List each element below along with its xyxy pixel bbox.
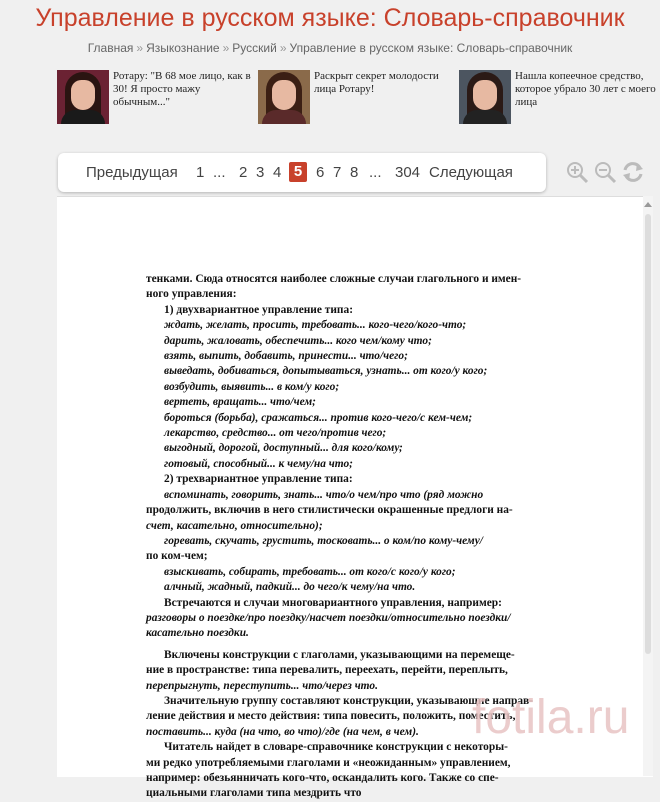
doc-line: взять, выпить, добавить, принести... что/чего; <box>164 350 408 363</box>
doc-line: вспоминать, говорить, знать... что/о чем/про что (ряд можно <box>164 488 484 501</box>
doc-line: Включены конструкции с глаголами, указывающими на перемеще- <box>164 648 515 661</box>
rotate-icon[interactable] <box>621 160 645 184</box>
doc-line: ждать, желать, просить, требовать... кого-чего/кого-что; <box>164 319 467 332</box>
doc-line: дарить, жаловать, обеспечить... кого чем/кому что; <box>164 334 432 347</box>
doc-line: Встречаются и случаи многовариантного управления, например: <box>164 596 502 609</box>
doc-line: Читатель найдет в словаре-справочнике конструкции с некоторы- <box>164 741 508 754</box>
promo-text[interactable]: Раскрыт секрет молодости лица Ротару! <box>314 70 439 95</box>
doc-line: бороться (борьба), сражаться... против кого-чего/с кем-чем; <box>164 411 473 424</box>
doc-line: Значительную группу составляют конструкции, указывающие направ- <box>164 694 534 707</box>
page-link[interactable]: 3 <box>256 164 265 181</box>
promo-thumbnail[interactable] <box>57 70 109 124</box>
promo-text[interactable]: Нашла копеечное средство, которое убрало 30 лет с моего лица <box>515 70 656 108</box>
promo-thumbnail[interactable] <box>459 70 511 124</box>
pagination <box>58 153 546 192</box>
doc-line: циальными глаголами типа мездрить что <box>146 787 362 800</box>
doc-line: алчный, жадный, падкий... до чего/к чему/на что. <box>164 581 416 594</box>
breadcrumb-separator: » <box>279 41 287 55</box>
watermark: fotila.ru <box>472 691 630 744</box>
viewer-scrollbar[interactable] <box>643 196 653 776</box>
doc-line: горевать, скучать, грустить, тосковать... о ком/по кому-чему/ <box>164 534 483 547</box>
breadcrumb-russian[interactable]: Русский <box>232 41 277 55</box>
page-link[interactable]: 8 <box>350 164 359 181</box>
doc-line: касательно поездки. <box>146 627 249 640</box>
scroll-up-arrow-icon[interactable] <box>644 202 652 207</box>
doc-line: возбудить, выявить... в ком/у кого; <box>164 380 340 393</box>
doc-line: готовый, способный... к чему/на что; <box>164 457 353 470</box>
doc-line: 1) двухвариантное управление типа: <box>164 303 353 316</box>
next-page-link[interactable]: Следующая <box>429 164 513 181</box>
page-link[interactable]: 4 <box>273 164 282 181</box>
doc-line: например: обезьянничать кого-что, оскандалить кого. Также со спе- <box>146 772 499 784</box>
page-link[interactable]: 304 <box>395 164 421 181</box>
doc-line: продолжить, включив в него стилистически окрашенные предлоги на- <box>146 504 513 517</box>
doc-line: по ком-чем; <box>146 550 208 563</box>
site-title[interactable]: Управление в русском языке: Словарь-справочник <box>35 4 625 32</box>
zoom-out-icon[interactable] <box>593 160 617 184</box>
doc-line: перепрыгнуть, переступить... что/через что. <box>146 679 378 692</box>
page-link[interactable]: 7 <box>333 164 342 181</box>
doc-line: ного управления: <box>146 288 237 301</box>
page-ellipsis: ... <box>213 164 226 181</box>
zoom-in-icon[interactable] <box>565 160 589 184</box>
breadcrumb-home[interactable]: Главная <box>87 41 134 55</box>
scroll-thumb[interactable] <box>645 214 651 654</box>
page-link[interactable]: 6 <box>316 164 325 181</box>
current-page: 5 <box>289 162 307 182</box>
doc-line: ление действия и место действия: типа повесить, положить, поместить, <box>146 710 516 723</box>
doc-line: выгодный, дорогой, доступный... для кого/кому; <box>164 442 403 455</box>
page-link[interactable]: 1 <box>196 164 205 181</box>
doc-line: 2) трехвариантное управление типа: <box>164 473 353 486</box>
breadcrumb-separator: » <box>222 41 230 55</box>
breadcrumb-linguistics[interactable]: Языкознание <box>146 41 220 55</box>
doc-line: поставить... куда (на что, во что)/где (на чем, в чем). <box>146 725 419 738</box>
doc-line: выведать, добиваться, допытываться, узнать... от кого/у кого; <box>164 365 488 378</box>
breadcrumb <box>0 41 660 55</box>
promo-strip <box>57 70 657 126</box>
doc-line: лекарство, средство... от чего/против чего; <box>164 427 387 440</box>
doc-line: ние в пространстве: типа перевалить, переехать, перейти, переплыть, <box>146 664 508 677</box>
prev-page-link[interactable]: Предыдущая <box>86 164 178 181</box>
breadcrumb-separator: » <box>136 41 144 55</box>
doc-line: счет, касательно, относительно); <box>146 519 323 532</box>
doc-line: тенками. Сюда относятся наиболее сложные случаи глагольного и имен- <box>146 273 522 285</box>
page-ellipsis: ... <box>369 164 382 181</box>
doc-line: взыскивать, собирать, требовать... от кого/с кого/у кого; <box>164 565 456 578</box>
page-link[interactable]: 2 <box>239 164 248 181</box>
doc-line: разговоры о поездке/про поездку/насчет поездки/относительно поездки/ <box>146 611 511 624</box>
doc-line: вертеть, вращать... что/чем; <box>164 396 316 409</box>
promo-text[interactable]: Ротару: "В 68 мое лицо, как в 30! Я просто мажу обычным..." <box>113 70 251 108</box>
doc-line: ми редко употребляемыми глаголами и «неожиданным» управлением, <box>146 756 511 769</box>
promo-thumbnail[interactable] <box>258 70 310 124</box>
breadcrumb-current: Управление в русском языке: Словарь-справочник <box>289 41 573 55</box>
